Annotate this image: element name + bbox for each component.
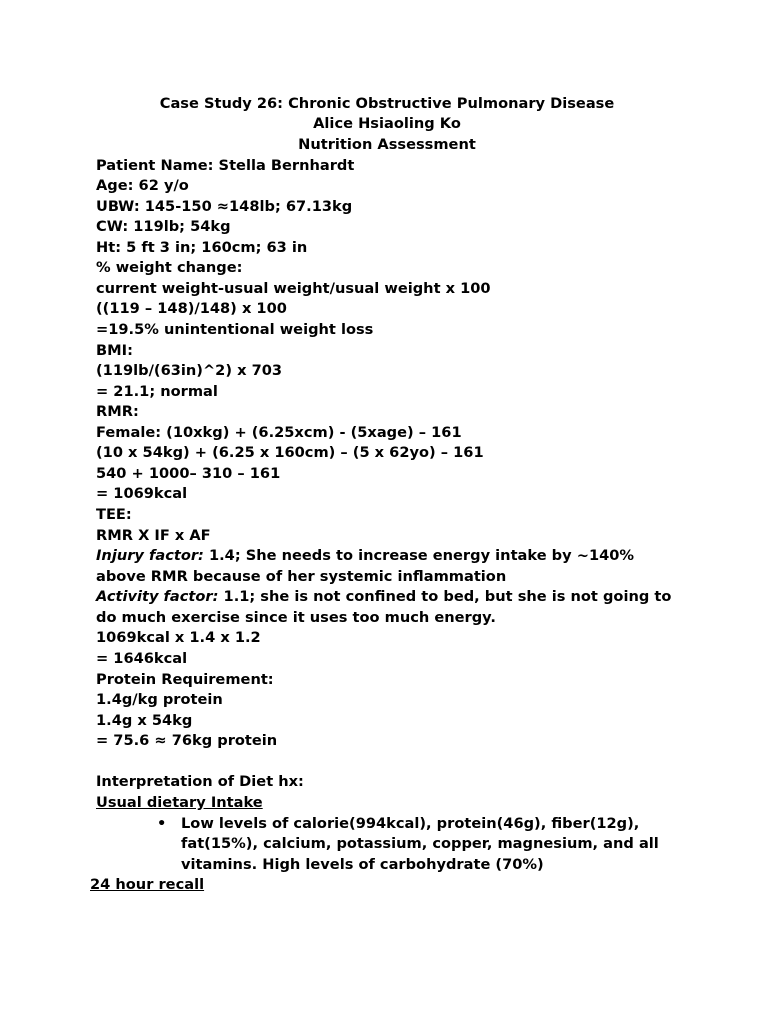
tee-formula: RMR X IF x AF — [96, 527, 211, 544]
tee-heading: TEE: — [96, 506, 132, 523]
weight-change-calc: ((119 – 148)/148) x 100 — [96, 300, 287, 317]
injury-factor-line — [96, 546, 634, 566]
bmi-heading: BMI: — [96, 342, 133, 359]
rmr-heading: RMR: — [96, 403, 139, 420]
diet-heading: Interpretation of Diet hx: — [96, 773, 304, 790]
bullet-text-line: fat(15%), calcium, potassium, copper, magnesium, and all — [181, 835, 659, 852]
injury-factor-text: 1.4; She needs to increase energy intake by ~140% — [203, 547, 635, 564]
activity-factor-text: 1.1; she is not confined to bed, but she is not going to — [218, 588, 672, 605]
activity-factor-line — [96, 587, 671, 607]
patient-age: Age: 62 y/o — [96, 177, 189, 194]
bmi-result: = 21.1; normal — [96, 383, 218, 400]
rmr-formula: Female: (10xkg) + (6.25xcm) - (5xage) – 161 — [96, 424, 462, 441]
protein-per-kg: 1.4g/kg protein — [96, 691, 223, 708]
rmr-calc: (10 x 54kg) + (6.25 x 160cm) – (5 x 62yo) – 161 — [96, 444, 484, 461]
bullet-text-line: vitamins. High levels of carbohydrate (70%) — [181, 856, 544, 873]
tee-result: = 1646kcal — [96, 650, 188, 667]
document-title: Case Study 26: Chronic Obstructive Pulmonary Disease — [159, 95, 615, 112]
usual-body-weight: UBW: 145-150 ≈148lb; 67.13kg — [96, 198, 353, 215]
tee-calc: 1069kcal x 1.4 x 1.2 — [96, 629, 261, 646]
author-name: Alice Hsiaoling Ko — [313, 115, 461, 132]
weight-change-heading: % weight change: — [96, 259, 243, 276]
section-title: Nutrition Assessment — [298, 136, 476, 153]
usual-intake-heading: Usual dietary Intake — [96, 794, 263, 811]
patient-name: Patient Name: Stella Bernhardt — [96, 157, 355, 174]
rmr-result: = 1069kcal — [96, 485, 188, 502]
weight-change-result: =19.5% unintentional weight loss — [96, 321, 374, 338]
protein-calc: 1.4g x 54kg — [96, 712, 193, 729]
bullet-icon: • — [157, 815, 167, 832]
injury-factor-label: Injury factor: — [96, 547, 204, 564]
protein-result: = 75.6 ≈ 76kg protein — [96, 732, 278, 749]
rmr-calc-2: 540 + 1000– 310 – 161 — [96, 465, 281, 482]
protein-heading: Protein Requirement: — [96, 671, 274, 688]
recall-heading: 24 hour recall — [90, 876, 205, 893]
bullet-text-line: Low levels of calorie(994kcal), protein(46g), fiber(12g), — [181, 815, 640, 832]
bmi-calc: (119lb/(63in)^2) x 703 — [96, 362, 283, 379]
activity-factor-label: Activity factor: — [96, 588, 219, 605]
current-weight: CW: 119lb; 54kg — [96, 218, 231, 235]
activity-factor-text-2: do much exercise since it uses too much energy. — [96, 609, 496, 626]
injury-factor-text-2: above RMR because of her systemic inflammation — [96, 568, 507, 585]
height: Ht: 5 ft 3 in; 160cm; 63 in — [96, 239, 308, 256]
weight-change-formula: current weight-usual weight/usual weight x 100 — [96, 280, 491, 297]
